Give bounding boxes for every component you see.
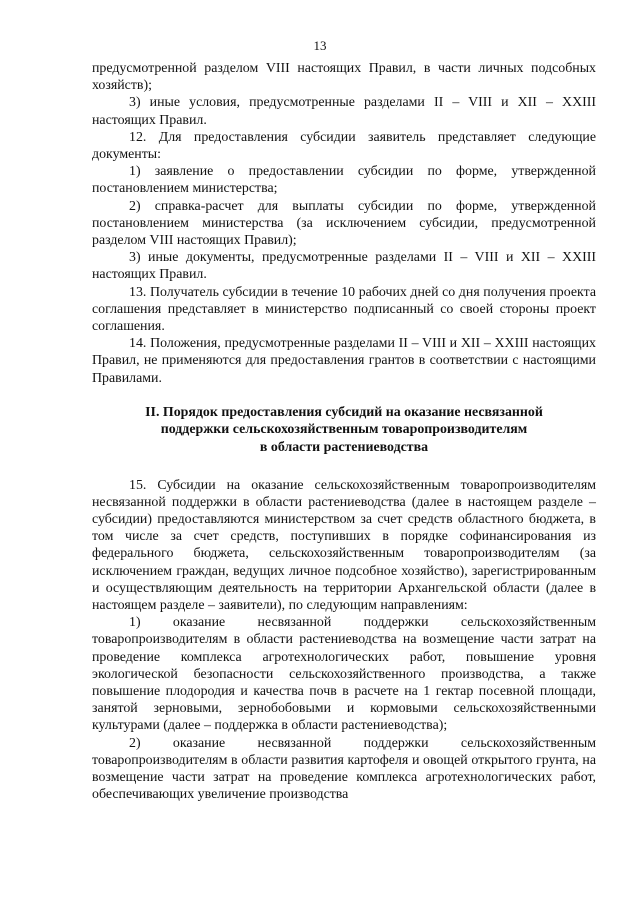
section-heading-line: в области растениеводства xyxy=(259,440,429,456)
paragraph: 1) оказание несвязанной поддержки сельскохозяйственным товаропроизводителям в области растениеводства на возмещение части затрат на проведение комплекса агротехнологических работ, повышение уровня экологической безопасности сельскохозяйственного производства, а также повышение плодородия и качества почв в расчете на 1 гектар посевной площади, занятой зерновыми, зернобобовыми и кормовыми сельскохозяйственными культурами (далее – поддержка в области растениеводства); xyxy=(92,615,596,734)
paragraph: предусмотренной разделом VIII настоящих Правил, в части личных подсобных хозяйств); xyxy=(92,61,596,94)
paragraph: 2) оказание несвязанной поддержки сельскохозяйственным товаропроизводителям в области развития картофеля и овощей открытого грунта, на возмещение части затрат на проведение комплекса агротехнологических работ, обеспечивающих увеличение производства xyxy=(92,735,596,803)
section-heading xyxy=(92,404,596,457)
paragraph: 3) иные условия, предусмотренные разделами II – VIII и XII – XXIII настоящих Правил. xyxy=(92,95,596,128)
paragraphs-after-heading xyxy=(92,477,596,804)
page-number: 13 xyxy=(313,38,327,53)
document-body xyxy=(92,60,596,804)
section-heading-line: поддержки сельскохозяйственным товаропроизводителям xyxy=(160,422,528,438)
paragraph: 3) иные документы, предусмотренные разделами II – VIII и XII – XXIII настоящих Правил. xyxy=(92,250,596,283)
paragraph: 2) справка-расчет для выплаты субсидии по форме, утвержденной постановлением министерства (за исключением субсидии, предусмотренной разделом VIII настоящих Правил); xyxy=(92,198,596,249)
section-heading-line: II. Порядок предоставления субсидий на оказание несвязанной xyxy=(145,404,543,420)
paragraph: 14. Положения, предусмотренные разделами II – VIII и XII – XXIII настоящих Правил, не применяются для предоставления грантов в соответствии с настоящими Правилами. xyxy=(92,336,596,386)
paragraphs-before-heading xyxy=(92,60,596,387)
paragraph: 13. Получатель субсидии в течение 10 рабочих дней со дня получения проекта соглашения представляет в министерство подписанный со своей стороны проект соглашения. xyxy=(92,284,596,335)
paragraph: 1) заявление о предоставлении субсидии по форме, утвержденной постановлением министерства; xyxy=(92,164,596,197)
paragraph: 15. Субсидии на оказание сельскохозяйственным товаропроизводителям несвязанной поддержки в области растениеводства (далее в настоящем разделе – субсидии) предоставляются министерством за счет средств областного бюджета, в том числе за счет средств, поступивших в порядке софинансирования из федерального бюджета, сельскохозяйственным товаропроизводителям (за исключением граждан, ведущих личное подсобное хозяйство), зарегистрированным и осуществляющим деятельность на территории Архангельской области (далее в настоящем разделе – заявители), по следующим направлениям: xyxy=(92,477,596,614)
paragraph: 12. Для предоставления субсидии заявитель представляет следующие документы: xyxy=(92,129,596,163)
